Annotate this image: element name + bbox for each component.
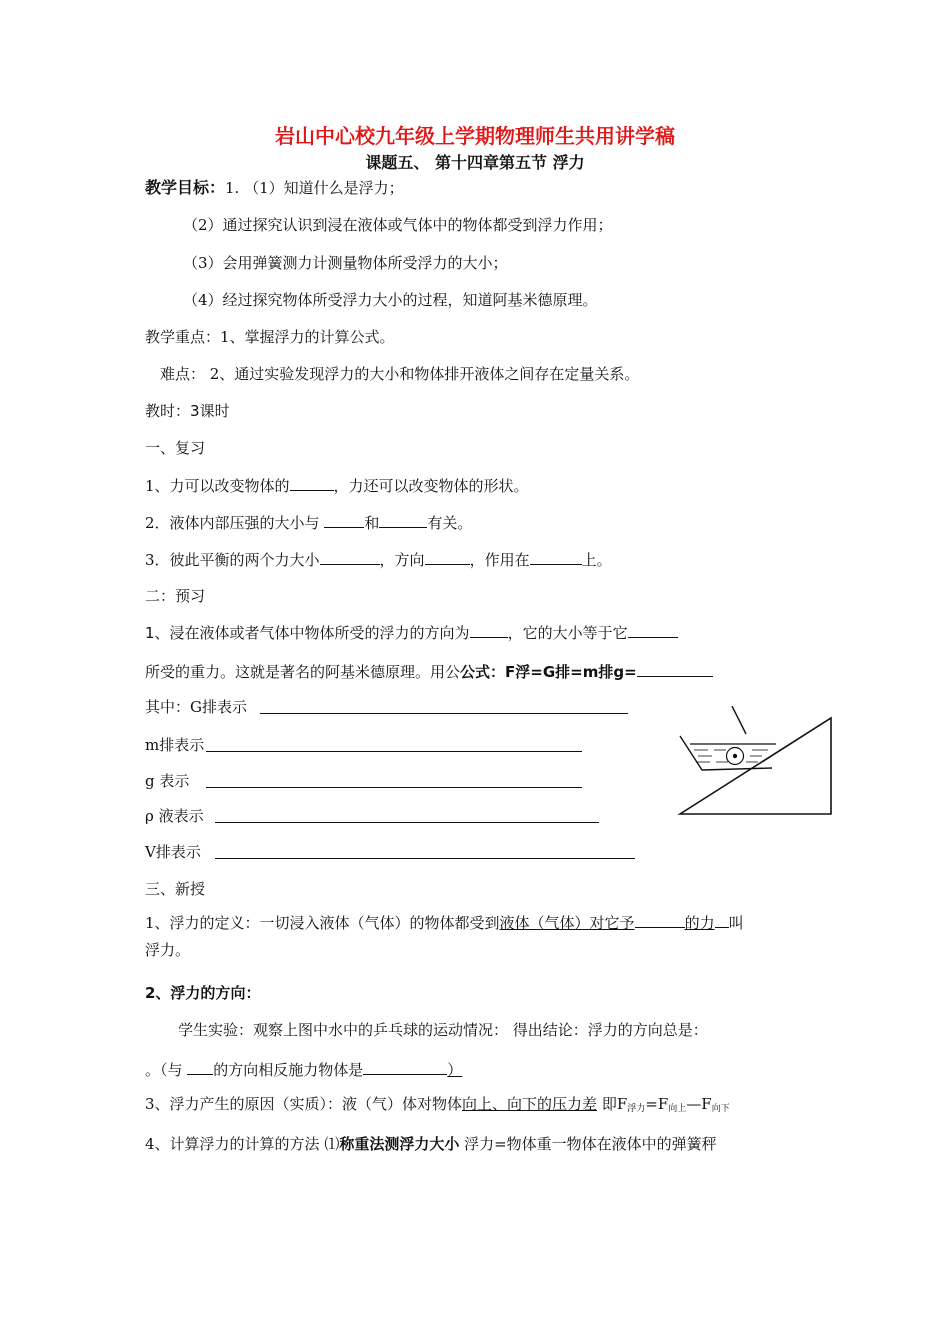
- question-text: 即: [597, 1095, 617, 1113]
- class-hours: [145, 401, 230, 421]
- question-text: 浮力=物体重一物体在液体中的弹簧秤: [459, 1135, 717, 1153]
- class-hours-value: 3: [190, 402, 200, 420]
- underlined-text: 向上、向下的压力差: [462, 1095, 598, 1113]
- answer-line[interactable]: [215, 822, 599, 823]
- preview-heading: 二：预习: [145, 587, 206, 605]
- preview-line-1: [145, 622, 678, 643]
- definition-rho: ρ 液表示: [145, 807, 204, 825]
- answer-blank[interactable]: [363, 1059, 447, 1075]
- question-text: 叫: [728, 914, 744, 932]
- question-text: 3、浮力产生的原因（实质）：液（气）体对物体: [145, 1095, 463, 1113]
- buoyancy-definition-end: 浮力。: [145, 941, 191, 959]
- definition-m-pai: m排表示: [145, 736, 205, 754]
- buoyancy-definition: [145, 912, 744, 933]
- lesson-subtitle: 课题五、 第十四章第五节 浮力: [365, 153, 585, 172]
- definition-g: g 表示: [145, 772, 190, 790]
- difficulty: 难点： 2、通过实验发现浮力的大小和物体排开液体之间存在定量关系。: [160, 365, 640, 383]
- answer-line[interactable]: [215, 858, 635, 859]
- question-text: 。（与: [145, 1061, 188, 1079]
- answer-blank[interactable]: [715, 912, 729, 928]
- answer-blank[interactable]: [324, 512, 364, 528]
- question-text: 2．液体内部压强的大小与: [145, 514, 325, 532]
- question-text: 1、浮力的定义：一切浸入液体（气体）的物体都受到: [145, 914, 500, 932]
- formula: —F: [686, 1095, 712, 1113]
- underlined-text: 的力: [684, 914, 715, 932]
- method-name: 称重法测浮力大小: [339, 1135, 460, 1153]
- incline-triangle: [680, 718, 831, 814]
- underlined-text: 液体（气体）对它予: [499, 914, 635, 932]
- question-text: ，它的大小等于它: [507, 624, 628, 642]
- answer-blank[interactable]: [637, 661, 713, 677]
- answer-blank[interactable]: [290, 475, 334, 491]
- page-title: 岩山中心校九年级上学期物理师生共用讲学稿: [275, 124, 675, 148]
- answer-blank[interactable]: [470, 622, 508, 638]
- answer-blank[interactable]: [635, 912, 685, 928]
- experiment-line: 学生实验：观察上图中水中的乒乓球的运动情况： 得出结论：浮力的方向总是：: [178, 1021, 708, 1039]
- review-heading: 一、复习: [145, 439, 206, 457]
- objective-item: （1）知道什么是浮力；: [244, 179, 404, 197]
- answer-line[interactable]: [206, 751, 582, 752]
- definition-g-pai: 其中：G排表示: [145, 698, 247, 716]
- question-text: 上。: [581, 551, 612, 569]
- buoyancy-diagram: [676, 706, 836, 818]
- answer-blank[interactable]: [530, 549, 582, 565]
- question-text: 1、力可以改变物体的: [145, 477, 290, 495]
- review-question-3: [145, 549, 612, 570]
- new-lesson-heading: 三、新授: [145, 880, 206, 898]
- answer-line[interactable]: [206, 787, 582, 788]
- review-question-2: [145, 512, 472, 533]
- ball-center: [733, 754, 737, 758]
- formula: F: [616, 1095, 628, 1113]
- question-text: ，力还可以改变物体的形状。: [333, 477, 529, 495]
- answer-blank[interactable]: [425, 549, 470, 565]
- question-text: 的方向相反施力物体是: [213, 1061, 364, 1079]
- question-text: 和: [364, 514, 380, 532]
- question-text: 3．彼此平衡的两个力大小: [145, 551, 320, 569]
- question-text: 4、计算浮力的计算的方法 ⑴: [145, 1135, 340, 1153]
- formula-subscript: 向下: [711, 1104, 730, 1114]
- formula-subscript: 浮力: [627, 1104, 646, 1114]
- formula-subscript: 向上: [668, 1104, 687, 1114]
- answer-blank[interactable]: [628, 622, 678, 638]
- answer-blank[interactable]: [187, 1059, 213, 1075]
- direction-line: [145, 1059, 462, 1080]
- answer-blank[interactable]: [379, 512, 427, 528]
- question-text: ，方向: [379, 551, 425, 569]
- key-point: 教学重点：1、掌握浮力的计算公式。: [145, 328, 395, 346]
- answer-line[interactable]: [260, 713, 628, 714]
- container-wall: [732, 706, 746, 734]
- question-text: 所受的重力。这就是著名的阿基米德原理。用公: [145, 663, 461, 681]
- definition-v-pai: V排表示: [145, 843, 201, 861]
- class-hours-unit: 课时: [199, 402, 230, 420]
- objectives-num: 1.: [225, 179, 240, 197]
- preview-line-2: [145, 661, 713, 682]
- objectives-line: [145, 178, 404, 198]
- item-number: 1: [145, 624, 155, 642]
- calculation-line: [145, 1134, 717, 1154]
- objectives-label: 教学目标：: [145, 178, 226, 197]
- formula: =F: [645, 1095, 669, 1113]
- formula: 公式：F浮=G排=m排g=: [460, 663, 637, 681]
- review-question-1: [145, 475, 529, 496]
- direction-heading: 2、浮力的方向：: [145, 984, 261, 1002]
- answer-blank[interactable]: [320, 549, 380, 565]
- underlined-text: ）: [447, 1061, 463, 1079]
- question-text: 、浸在液体或者气体中物体所受的浮力的方向为: [154, 624, 470, 642]
- question-text: 有关。: [427, 514, 473, 532]
- cause-line: [145, 1094, 730, 1119]
- objective-item: （2）通过探究认识到浸在液体或气体中的物体都受到浮力作用；: [183, 216, 613, 234]
- objective-item: （4）经过探究物体所受浮力大小的过程，知道阿基米德原理。: [183, 291, 598, 309]
- objective-item: （3）会用弹簧测力计测量物体所受浮力的大小；: [183, 254, 508, 272]
- question-text: ，作用在: [469, 551, 530, 569]
- class-hours-label: 教时：: [145, 402, 191, 420]
